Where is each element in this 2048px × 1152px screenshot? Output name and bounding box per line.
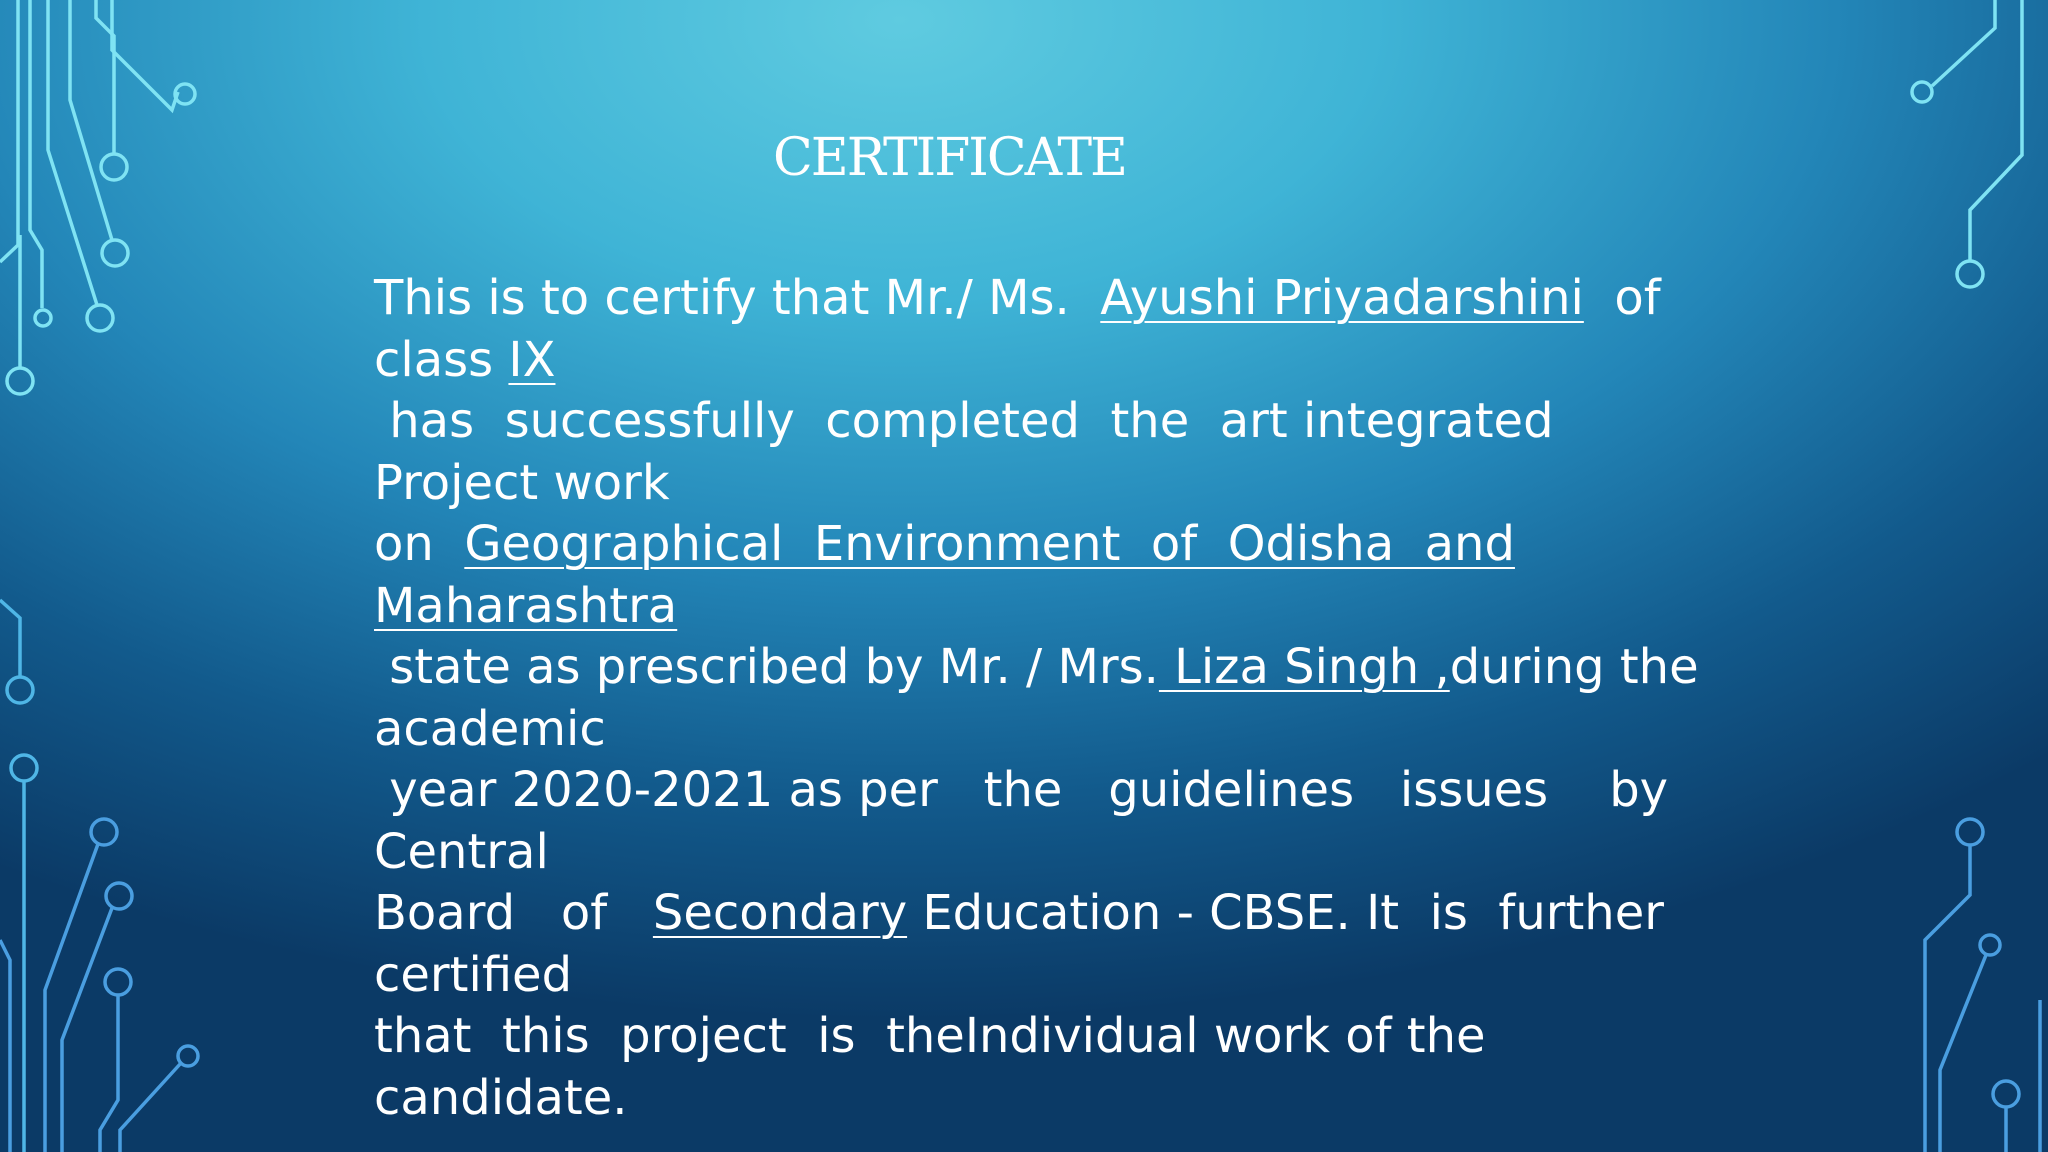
certificate-text: Education - CBSE. It is further <box>907 885 1664 941</box>
filled-value: IX <box>508 331 556 388</box>
certificate-line <box>374 514 1794 576</box>
certificate-line <box>374 1006 1794 1068</box>
certificate-line <box>374 453 1794 515</box>
certificate-line <box>374 699 1794 761</box>
circuit-right-bottom <box>1925 819 2040 1152</box>
certificate-text: state as prescribed by Mr. / Mrs. <box>374 639 1159 695</box>
certificate-text: This is to certify that Mr./ Ms. <box>374 270 1101 326</box>
filled-value: Ayushi Priyadarshini <box>1100 270 1584 326</box>
certificate-line <box>374 391 1794 453</box>
certificate-text: certified <box>374 946 573 1003</box>
certificate-text: candidate. <box>374 1069 628 1126</box>
certificate-body <box>374 268 1794 1129</box>
certificate-line <box>374 576 1794 638</box>
certificate-title: CERTIFICATE <box>773 128 1126 188</box>
certificate-line <box>374 822 1794 884</box>
certificate-text: Board of <box>374 885 653 941</box>
filled-value: Secondary <box>652 885 908 941</box>
certificate-line <box>374 883 1794 945</box>
certificate-line <box>374 1068 1794 1130</box>
certificate-text: academic <box>374 700 606 757</box>
circuit-left-middle <box>0 600 37 1152</box>
filled-value: Liza Singh , <box>1158 639 1450 695</box>
certificate-line <box>374 760 1794 822</box>
filled-value: Maharashtra <box>374 577 678 634</box>
certificate-text: class <box>374 331 509 388</box>
circuit-left-bottom <box>0 819 198 1152</box>
certificate-text: of <box>1583 270 1661 326</box>
filled-value: Geographical Environment of Odisha and <box>464 516 1515 572</box>
certificate-line <box>374 330 1794 392</box>
circuit-right-top <box>1912 0 2022 287</box>
certificate-text: Central <box>374 823 549 880</box>
certificate-line <box>374 268 1794 330</box>
certificate-text: that this project is theIndividual work of the <box>374 1008 1486 1064</box>
certificate-text: during the <box>1449 639 1699 695</box>
circuit-left-top <box>0 0 195 394</box>
certificate-text: Project work <box>374 454 670 511</box>
certificate-line <box>374 637 1794 699</box>
certificate-line <box>374 945 1794 1007</box>
certificate-text: year 2020-2021 as per the guidelines issues by <box>374 762 1669 818</box>
certificate-text: on <box>374 516 465 572</box>
certificate-text: has successfully completed the art integrated <box>374 393 1554 449</box>
